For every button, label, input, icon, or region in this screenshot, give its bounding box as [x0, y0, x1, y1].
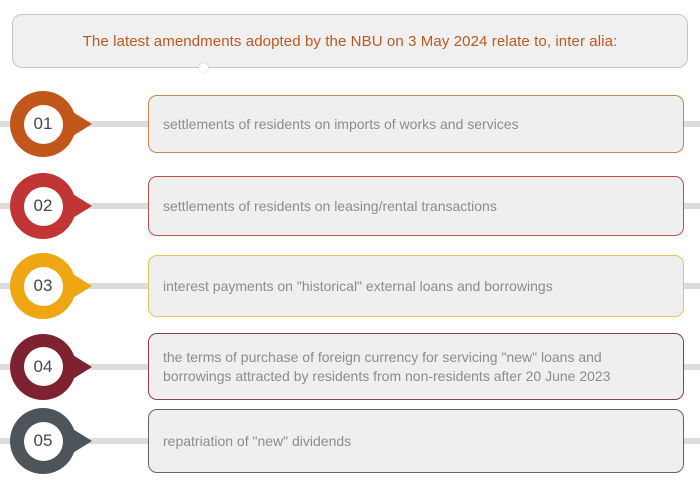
timeline-row: [0, 255, 700, 317]
step-textbox: [148, 95, 684, 153]
step-textbox: [148, 409, 684, 473]
step-text: the terms of purchase of foreign currency for servicing "new" loans and borrowings attracted by residents from non-residents after 20 June 2023: [163, 348, 611, 384]
step-badge: [10, 334, 76, 400]
step-textbox: [148, 255, 684, 317]
timeline-row: [0, 409, 700, 473]
step-number: 01: [24, 105, 63, 144]
step-text: settlements of residents on imports of works and services: [163, 115, 519, 132]
step-textbox: [148, 176, 684, 236]
step-badge: [10, 91, 76, 157]
step-badge: [10, 408, 76, 474]
step-number: 03: [24, 267, 63, 306]
connector-dot: [199, 63, 208, 72]
timeline-row: [0, 176, 700, 236]
header-banner: [12, 14, 688, 68]
step-textbox: [148, 333, 684, 400]
step-badge: [10, 173, 76, 239]
timeline-row: [0, 333, 700, 400]
header-text: The latest amendments adopted by the NBU on 3 May 2024 relate to, inter alia:: [82, 32, 618, 50]
timeline-row: [0, 95, 700, 153]
step-number: 02: [24, 187, 63, 226]
step-text: repatriation of "new" dividends: [163, 432, 352, 449]
step-text: settlements of residents on leasing/rental transactions: [163, 197, 497, 214]
step-text: interest payments on "historical" external loans and borrowings: [163, 277, 553, 294]
step-badge: [10, 253, 76, 319]
step-number: 04: [24, 347, 63, 386]
step-number: 05: [24, 422, 63, 461]
